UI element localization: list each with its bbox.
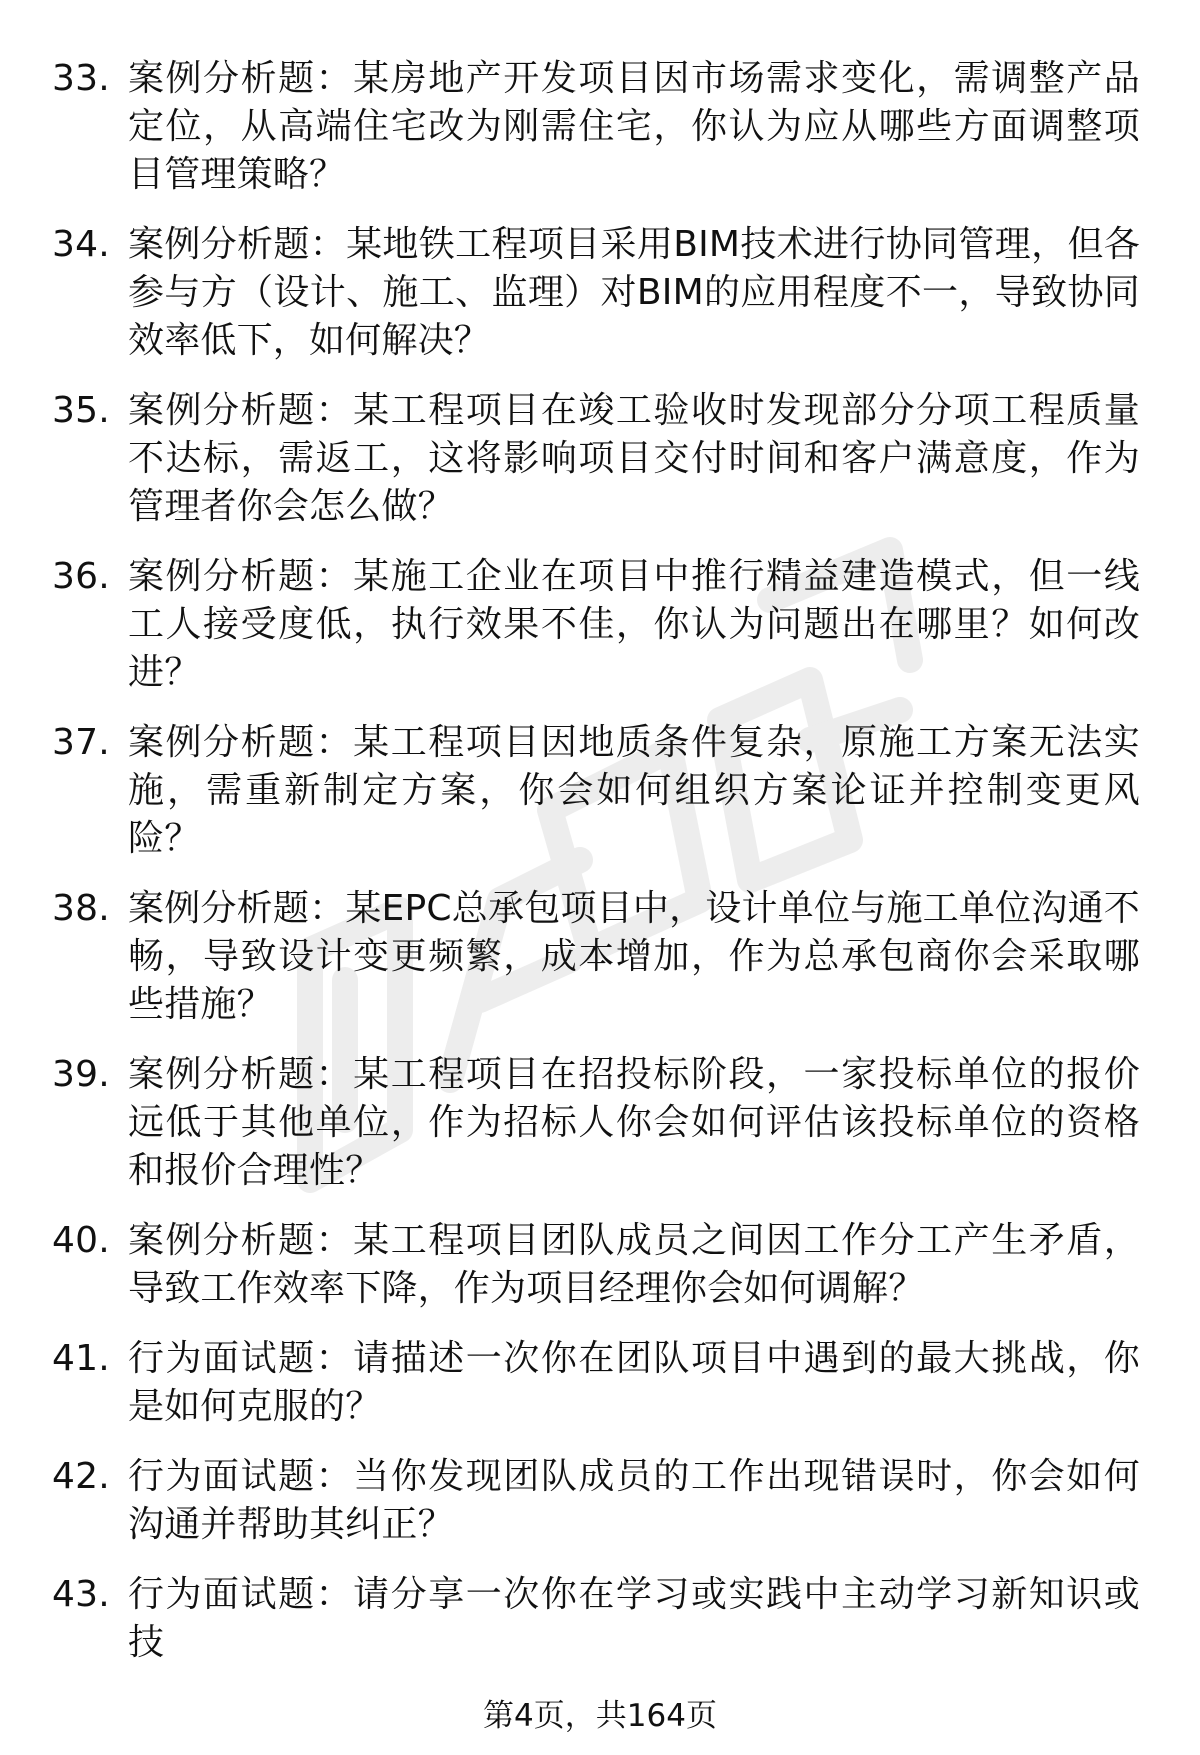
question-item [0, 221, 1200, 365]
question-item [0, 1453, 1200, 1549]
question-text: 案例分析题：某工程项目在竣工验收时发现部分分项工程质量不达标，需返工，这将影响项目交付时间和客户满意度，作为管理者你会怎么做？ [128, 390, 1140, 527]
question-item [0, 1051, 1200, 1195]
question-number: 38. [52, 888, 110, 929]
question-number: 36. [52, 556, 110, 597]
page-footer: 第4页，共164页 [483, 1698, 717, 1734]
question-list [0, 55, 1200, 1689]
question-number: 43. [52, 1574, 110, 1615]
question-number: 40. [52, 1220, 110, 1261]
question-number: 34. [52, 224, 110, 265]
question-number: 42. [52, 1456, 110, 1497]
question-text: 案例分析题：某地铁工程项目采用BIM技术进行协同管理，但各参与方（设计、施工、监理）对BIM的应用程度不一，导致协同效率低下，如何解决？ [128, 224, 1140, 361]
question-item [0, 719, 1200, 863]
question-item [0, 1571, 1200, 1667]
question-number: 35. [52, 390, 110, 431]
question-text: 行为面试题：请描述一次你在团队项目中遇到的最大挑战，你是如何克服的？ [128, 1338, 1140, 1427]
question-number: 33. [52, 58, 110, 99]
question-item [0, 55, 1200, 199]
question-item [0, 387, 1200, 531]
question-text: 案例分析题：某施工企业在项目中推行精益建造模式，但一线工人接受度低，执行效果不佳，你认为问题出在哪里？如何改进？ [128, 556, 1140, 693]
question-number: 37. [52, 722, 110, 763]
question-text: 行为面试题：当你发现团队成员的工作出现错误时，你会如何沟通并帮助其纠正？ [128, 1456, 1140, 1545]
question-number: 39. [52, 1054, 110, 1095]
question-item [0, 553, 1200, 697]
question-item [0, 885, 1200, 1029]
question-text: 案例分析题：某工程项目因地质条件复杂，原施工方案无法实施，需重新制定方案，你会如何组织方案论证并控制变更风险？ [128, 722, 1140, 859]
question-text: 案例分析题：某工程项目在招投标阶段，一家投标单位的报价远低于其他单位，作为招标人你会如何评估该投标单位的资格和报价合理性？ [128, 1054, 1140, 1191]
question-text: 案例分析题：某工程项目团队成员之间因工作分工产生矛盾，导致工作效率下降，作为项目经理你会如何调解？ [128, 1220, 1140, 1309]
question-text: 案例分析题：某房地产开发项目因市场需求变化，需调整产品定位，从高端住宅改为刚需住宅，你认为应从哪些方面调整项目管理策略？ [128, 58, 1140, 195]
question-item [0, 1335, 1200, 1431]
question-item [0, 1217, 1200, 1313]
question-text: 行为面试题：请分享一次你在学习或实践中主动学习新知识或技 [128, 1574, 1140, 1663]
question-text: 案例分析题：某EPC总承包项目中，设计单位与施工单位沟通不畅，导致设计变更频繁，成本增加，作为总承包商你会采取哪些措施？ [128, 888, 1140, 1025]
question-number: 41. [52, 1338, 110, 1379]
